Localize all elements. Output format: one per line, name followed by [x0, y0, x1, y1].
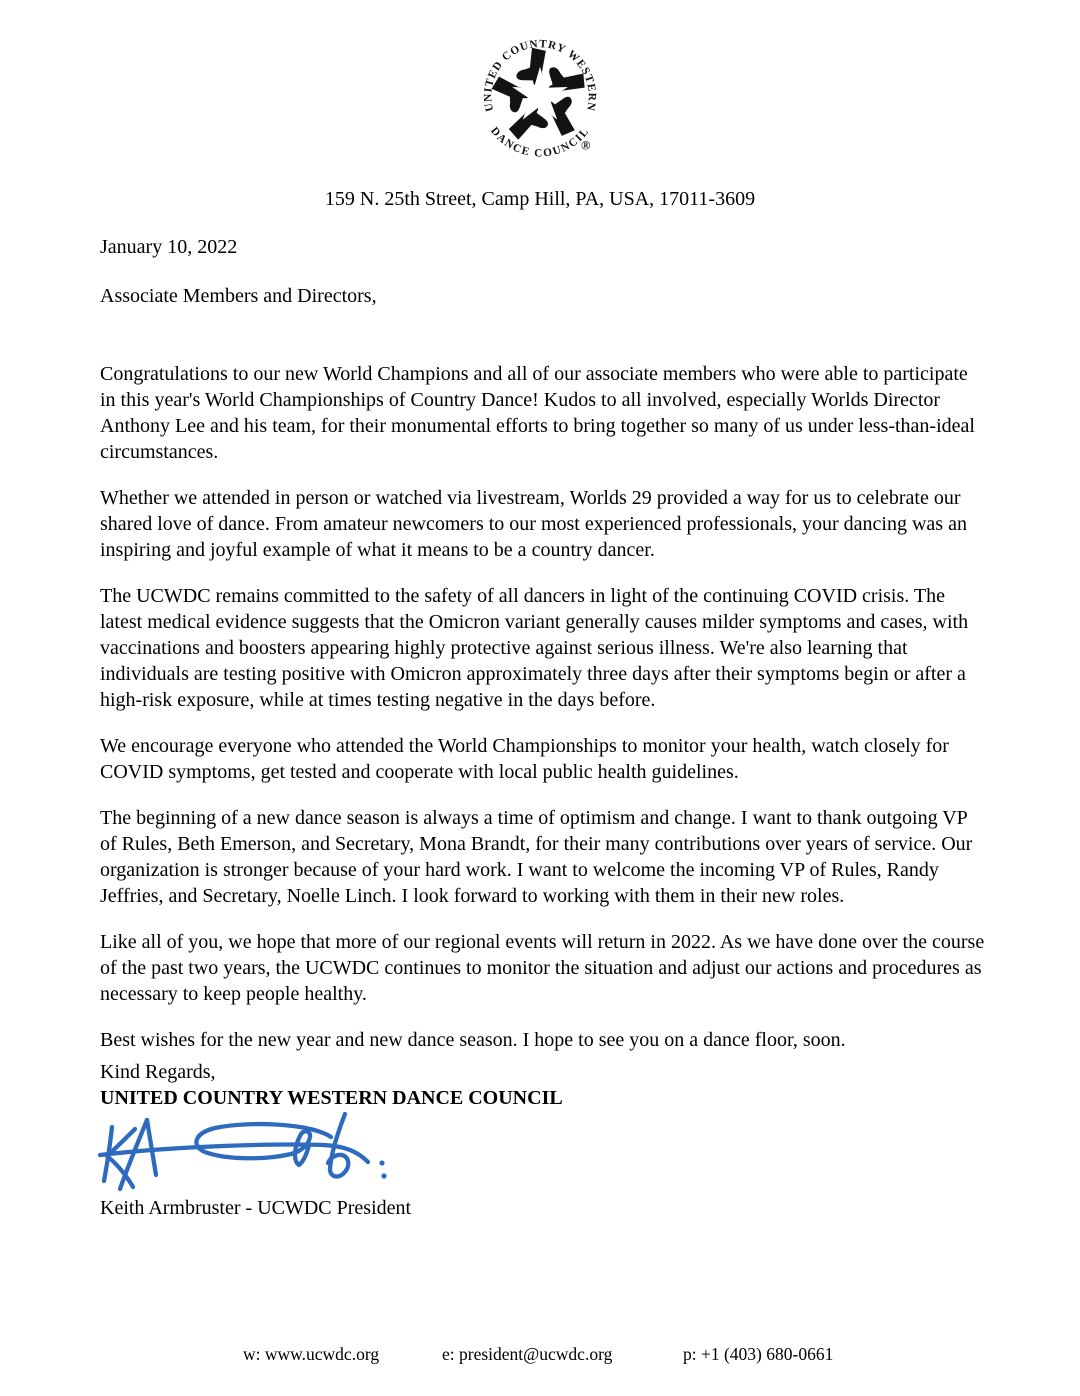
- letterhead-address: 159 N. 25th Street, Camp Hill, PA, USA, 17011-3609: [324, 188, 756, 210]
- footer: [0, 1344, 1080, 1374]
- paragraph-1: Congratulations to our new World Champions and all of our associate members who were able to participate in this year's World Championships of Country Dance! Kudos to all involved, especially Worlds Director Anthony Lee and his team, for their monumental efforts to bring together so many of us under less-than-ideal circumstances.: [100, 363, 975, 463]
- organization-name: UNITED COUNTRY WESTERN DANCE COUNCIL: [100, 1087, 563, 1109]
- footer-email: e: president@ucwdc.org: [442, 1344, 613, 1364]
- letter-body: [100, 361, 986, 1221]
- registered-trademark-icon: ®: [580, 138, 591, 153]
- ucwdc-logo-graphic: [462, 18, 618, 174]
- paragraph-2: Whether we attended in person or watched via livestream, Worlds 29 provided a way for us to celebrate our shared love of dance. From amateur newcomers to our most experienced professionals, your dancing was an inspiring and joyful example of what it means to be a country dancer.: [100, 487, 967, 561]
- paragraph-4: We encourage everyone who attended the World Championships to monitor your health, watch closely for COVID symptoms, get tested and cooperate with local public health guidelines.: [100, 735, 949, 783]
- logo-bottom-text: DANCE COUNCIL: [488, 125, 592, 160]
- paragraph-7: Best wishes for the new year and new dance season. I hope to see you on a dance floor, soon.: [100, 1029, 846, 1051]
- ucwdc-logo: [462, 18, 618, 179]
- closing: Kind Regards,: [100, 1061, 216, 1083]
- signature-image: [98, 1107, 498, 1195]
- footer-phone: p: +1 (403) 680-0661: [683, 1344, 834, 1364]
- signer-name: Keith Armbruster - UCWDC President: [100, 1197, 412, 1219]
- paragraph-3: The UCWDC remains committed to the safety of all dancers in light of the continuing COVID crisis. The latest medical evidence suggests that the Omicron variant generally causes milder symptoms and cases, with vaccinations and boosters appearing highly protective against serious illness. We're also learning that individuals are testing positive with Omicron approximately three days after their symptoms begin or after a high-risk exposure, while at times testing negative in the days before.: [100, 585, 969, 711]
- paragraph-5: The beginning of a new dance season is always a time of optimism and change. I want to thank outgoing VP of Rules, Beth Emerson, and Secretary, Mona Brandt, for their many contributions over years of service. Our organization is stronger because of your hard work. I want to welcome the incoming VP of Rules, Randy Jeffries, and Secretary, Noelle Linch. I look forward to working with them in their new roles.: [100, 807, 973, 907]
- date-line: January 10, 2022: [100, 236, 238, 258]
- paragraph-6: Like all of you, we hope that more of our regional events will return in 2022. As we have done over the course of the past two years, the UCWDC continues to monitor the situation and adjust our actions and procedures as necessary to keep people healthy.: [100, 931, 985, 1005]
- closing-block: [100, 1059, 986, 1111]
- footer-website: w: www.ucwdc.org: [243, 1344, 380, 1364]
- logo-top-text: UNITED COUNTRY WESTERN: [482, 38, 598, 113]
- salutation: Associate Members and Directors,: [100, 285, 377, 307]
